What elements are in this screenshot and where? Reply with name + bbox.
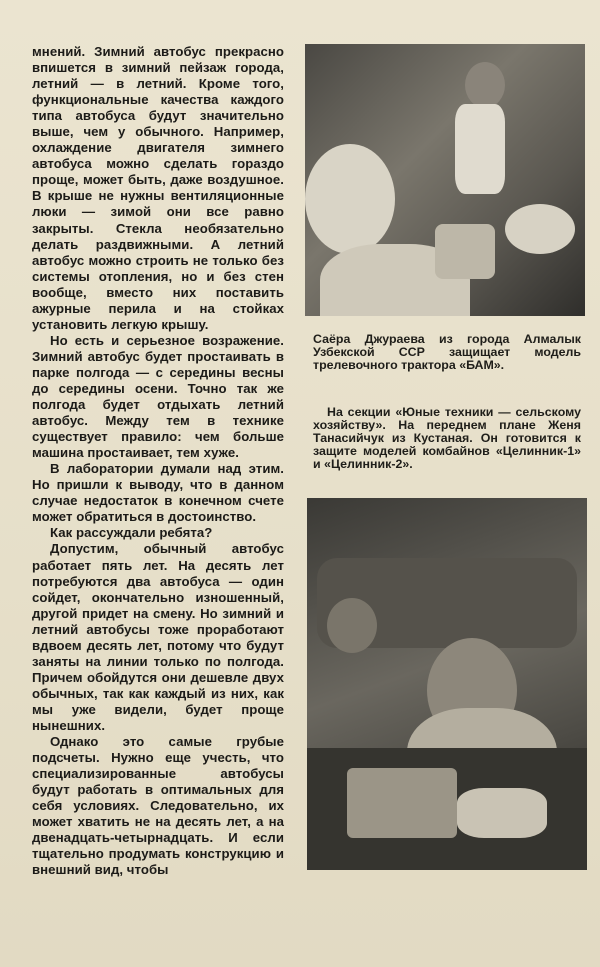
article-paragraph: мнений. Зимний автобус прекрасно впишется в зимний пейзаж города, летний — в летний. Кроме того, функциональные качества каждого типа автобуса будут значительно выше, чем у обычного. Например, охлаждение двигателя зимнего автобуса можно сделать гораздо проще, может быть, даже воздушное. В крыше не нужны вентиляционные люки — зимой они все равно закрыты. Стекла необязательно делать раздвижными. А летний автобус можно строить не только без системы отопления, но и без стен вообще, вместо них поставить ажурные перила и на стойках установить легкую крышу.: [32, 44, 284, 332]
article-paragraph: Как рассуждали ребята?: [50, 525, 213, 541]
photo-caption-bottom: На секции «Юные техники — сельскому хозяйству». На переднем плане Женя Танасийчук из Кустаная. Он готовится к защите моделей комбайнов «Целинник-1» и «Целинник-2».: [313, 405, 581, 471]
article-paragraph: Однако это самые грубые подсчеты. Нужно еще учесть, что специализированные автобусы будут работать в оптимальных для себя условиях. Следовательно, их может хватить не на десять лет, а на двенадцать-четырнадцать. И если тщательно продумать конструкцию и внешний вид, чтобы: [32, 734, 284, 878]
photo-girl-with-model: [305, 44, 585, 316]
article-paragraph: В лаборатории думали над этим. Но пришли к выводу, что в данном случае недостаток в конечном счете может обратиться в достоинство.: [32, 461, 284, 525]
article-paragraph: Допустим, обычный автобус работает пять лет. На десять лет потребуются два автобуса — один сойдет, окончательно изношенный, другой придет на смену. Но зимний и летний автобусы тоже проработают вдвоем десять лет, потому что будут заняты на линии только по полгода. Причем обойдутся они дешевле двух обычных, так как каждый из них, как мы уже видели, будет проще нынешних.: [32, 541, 284, 733]
article-column: [32, 44, 284, 878]
photo-caption-top: Саёра Джураева из города Алмалык Узбекской ССР защищает модель трелевочного трактора «БАМ».: [313, 332, 581, 372]
article-paragraph: Но есть и серьезное возражение. Зимний автобус будет простаивать в парке полгода — с середины весны до середины осени. Точно так же полгода будет отдыхать летний автобус. Между тем в технике существует правило: чем больше машина простаивает, тем хуже.: [32, 332, 284, 461]
photo-students-workshop: [307, 498, 587, 870]
